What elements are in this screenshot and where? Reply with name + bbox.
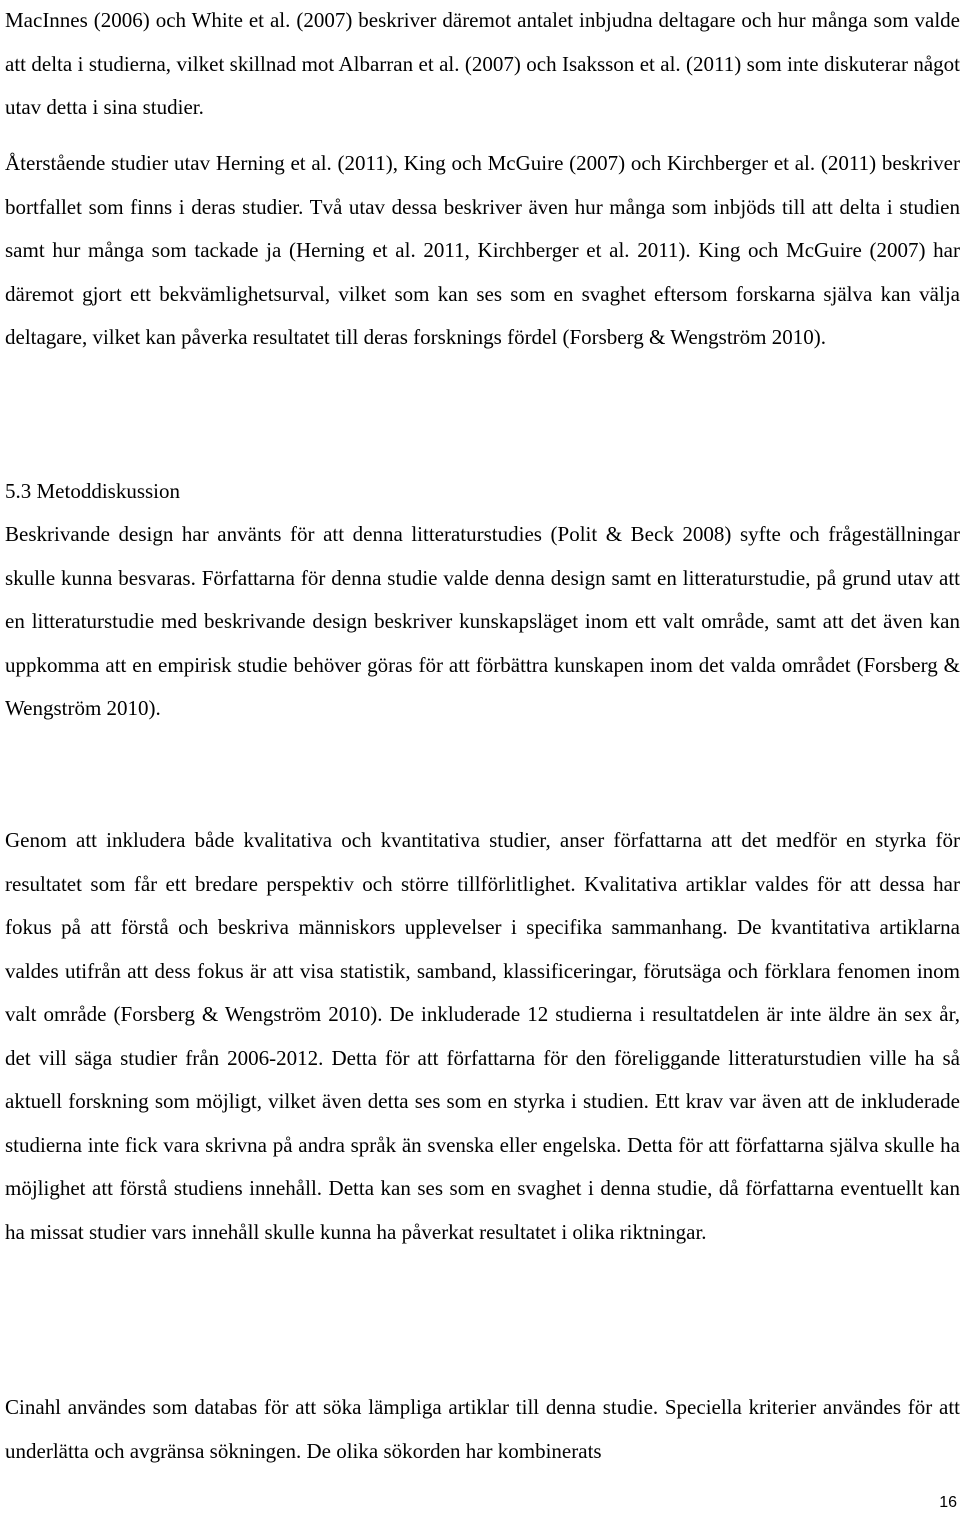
paragraph-dropout: Återstående studier utav Herning et al. (2011), King och McGuire (2007) och Kirchberger et al. (2011) beskriver bortfallet som finns i deras studier. Två utav dessa beskriver även hur många som inbjöds till att delta i studien samt hur många som tackade ja (Herning et al. 2011, Kirchberger et al. 2011). King och McGuire (2007) har däremot gjort ett bekvämlighetsurval, vilket som kan ses som en svaghet eftersom forskarna själva kan välja deltagare, vilket kan påverka resultatet till deras forsknings fördel (Forsberg & Wengström 2010). <box>5 151 960 349</box>
paragraph-study-types: Genom att inkludera både kvalitativa och kvantitativa studier, anser författarna att det medför en styrka för resultatet som får ett bredare perspektiv och större tillförlitlighet. Kvalitativa artiklar valdes för att dessa har fokus på att förstå och beskriva människors upplevelser i specifika sammanhang. De kvantitativa artiklarna valdes utifrån att dess fokus är att visa statistik, samband, klassificeringar, förutsäga och förklara fenomen inom valt område (Forsberg & Wengström 2010). De inkluderade 12 studierna i resultatdelen är inte äldre än sex år, det vill säga studier från 2006-2012. Detta för att författarna för den föreliggande litteraturstudien ville ha så aktuell forskning som möjligt, vilket även detta ses som en styrka i studien. Ett krav var även att de inkluderade studierna inte fick vara skrivna på andra språk än svenska eller engelska. Detta för att författarna själva skulle ha möjlighet att förstå studiens innehåll. Detta kan ses som en svaghet i denna studie, då författarna eventuellt kan ha missat studier vars innehåll skulle kunna ha påverkat resultatet i olika riktningar. <box>5 828 960 1244</box>
section-heading: 5.3 Metoddiskussion <box>5 479 181 503</box>
page-number: 16 <box>939 1494 957 1511</box>
paragraph-participants: MacInnes (2006) och White et al. (2007) beskriver däremot antalet inbjudna deltagare och hur många som valde att delta i studierna, vilket skillnad mot Albarran et al. (2007) och Isaksson et al. (2011) som inte diskuterar något utav detta i sina studier. <box>5 8 960 119</box>
paragraph-database: Cinahl användes som databas för att söka lämpliga artiklar till denna studie. Speciella kriterier användes för att underlätta och avgränsa sökningen. De olika sökorden har kombinerats <box>5 1395 960 1463</box>
paragraph-design: Beskrivande design har använts för att denna litteraturstudies (Polit & Beck 2008) syfte och frågeställningar skulle kunna besvaras. Författarna för denna studie valde denna design samt en litteraturstudie, på grund utav att en litteraturstudie med beskrivande design beskriver kunskapsläget inom ett valt område, samt att det även kan uppkomma att en empirisk studie behöver göras för att förbättra kunskapen inom det valda området (Forsberg & Wengström 2010). <box>5 522 960 720</box>
